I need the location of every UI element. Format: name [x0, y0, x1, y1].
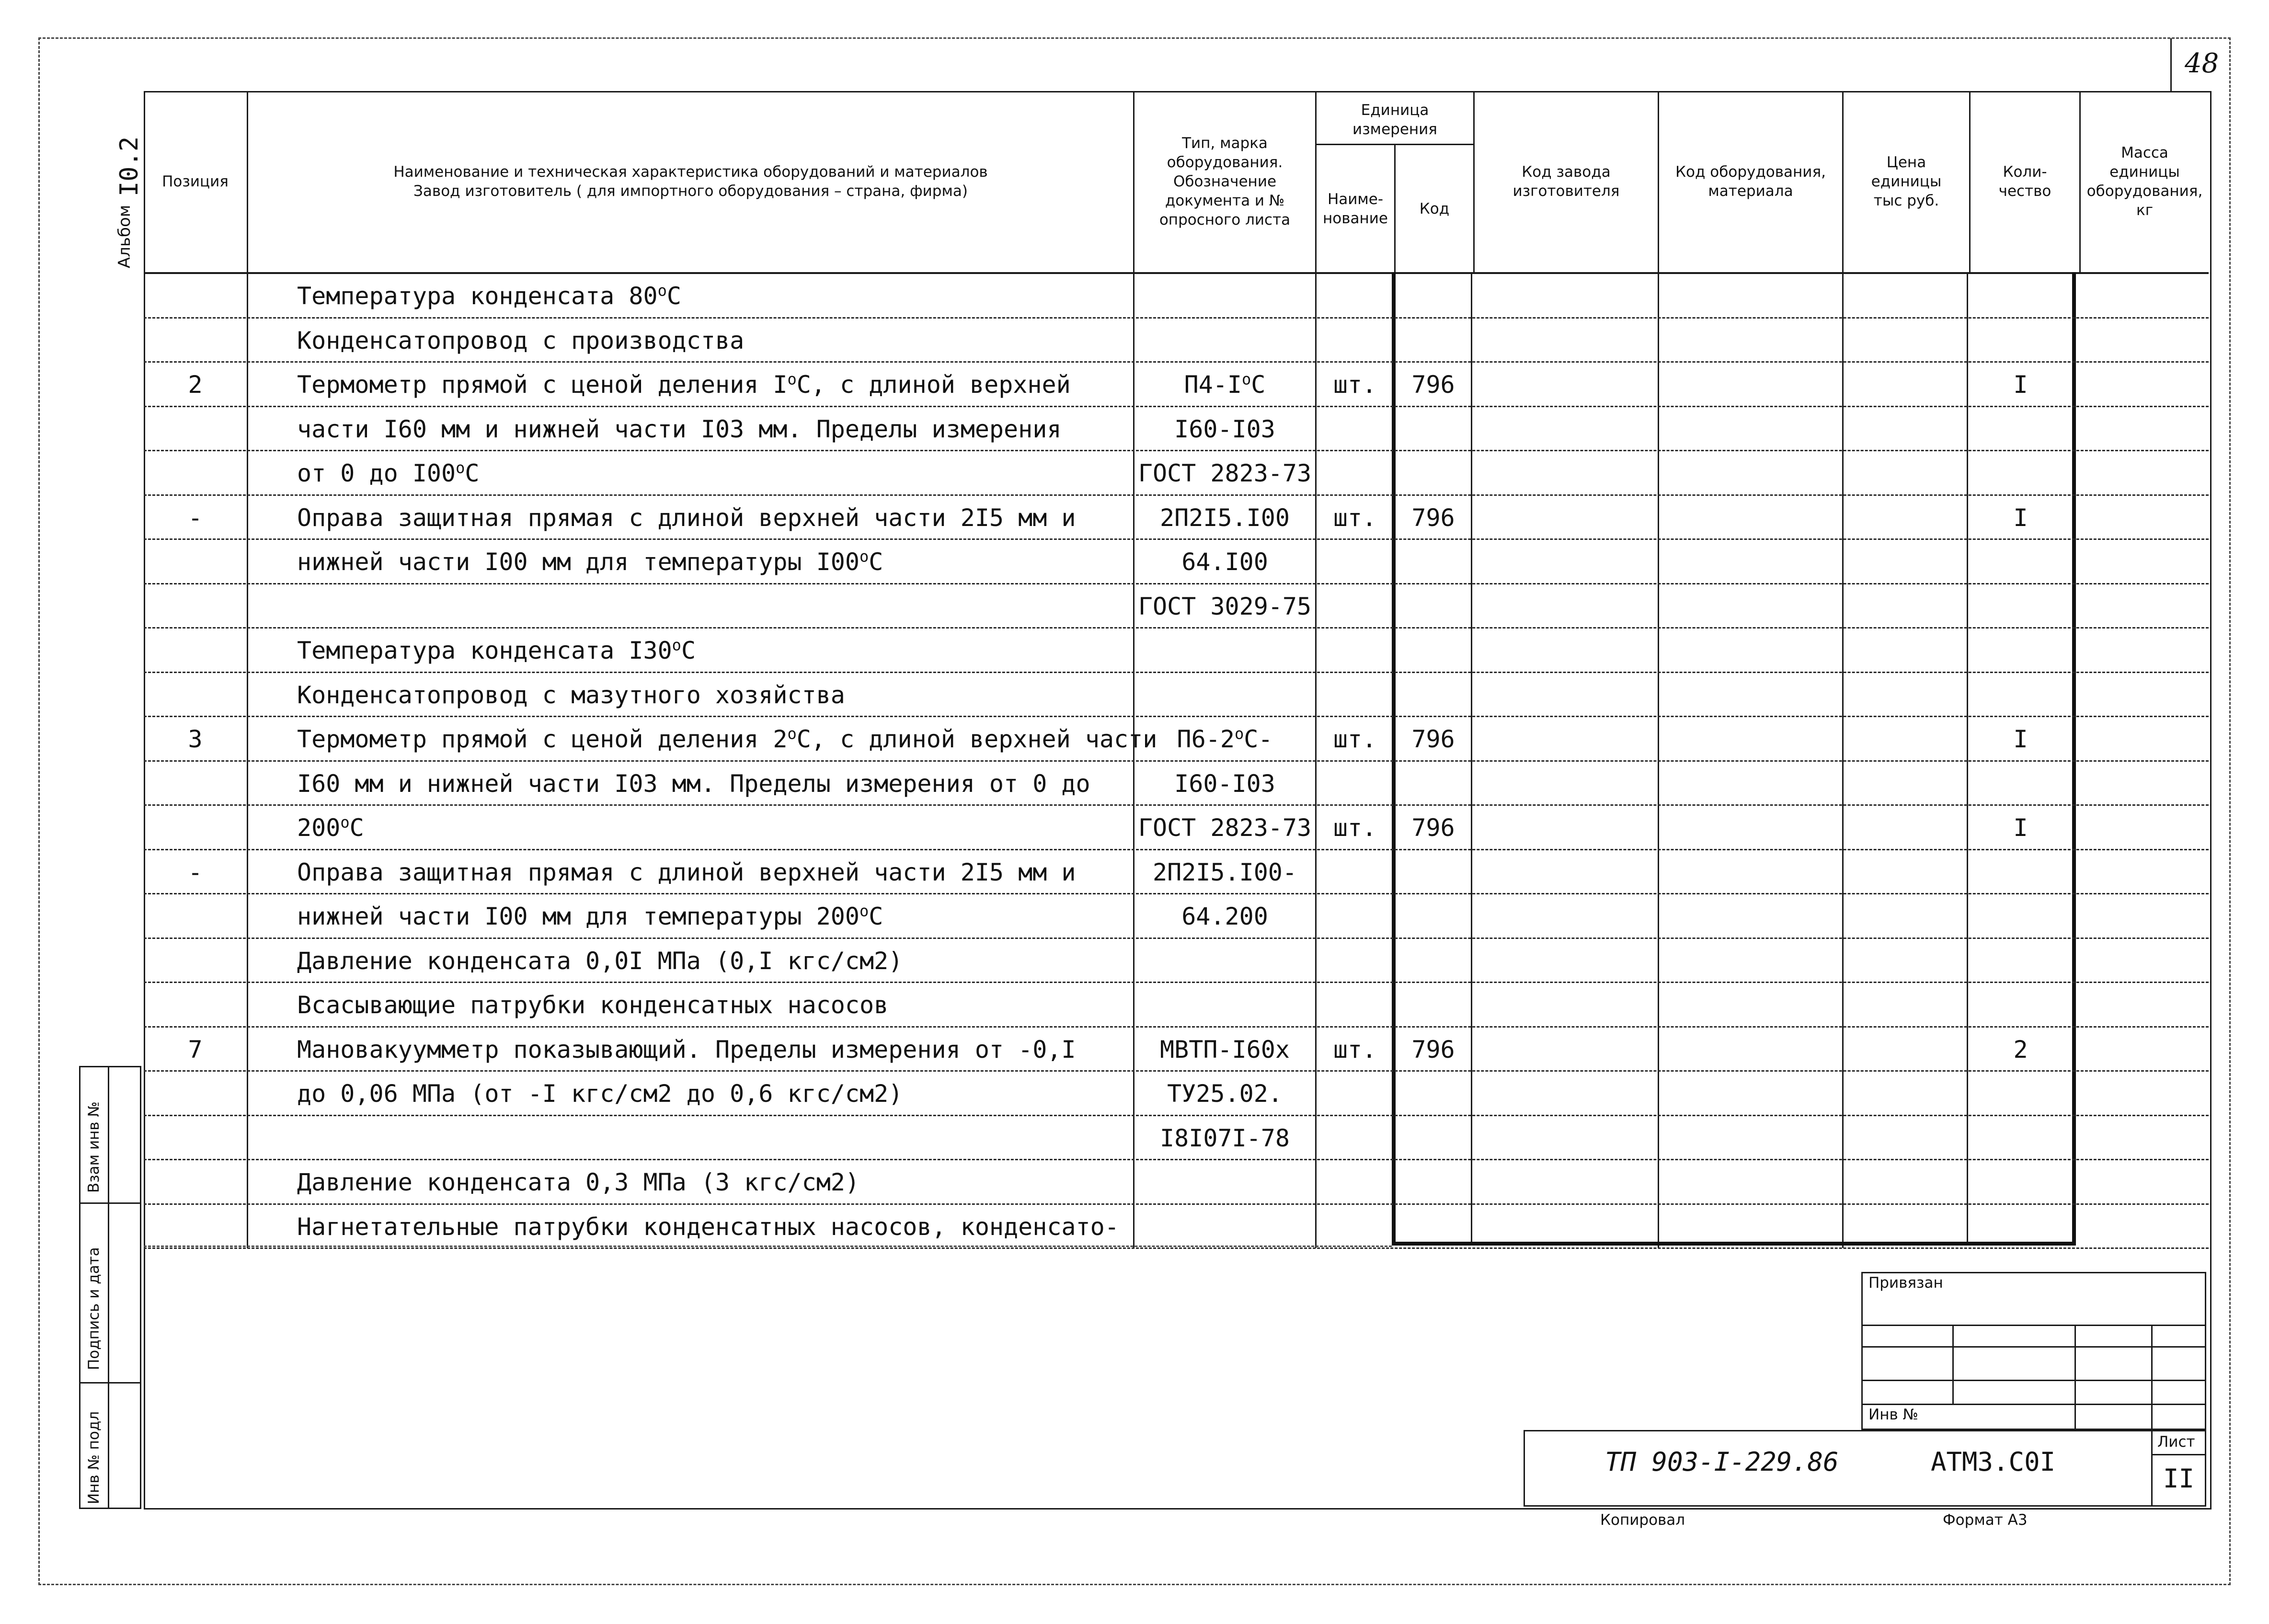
row-name: Конденсатопровод с производства [297, 326, 745, 355]
row-name: Оправа защитная прямая с длиной верхней части 2I5 мм и [297, 503, 1076, 532]
bold-box-bottom [1392, 1242, 2076, 1246]
header-mass-line: Масса [2121, 144, 2168, 161]
bold-col [1392, 272, 1396, 1246]
row-divider [144, 583, 2209, 584]
row-name: от 0 до $I00^оС$ [297, 458, 480, 487]
row-code: 796 [1411, 503, 1455, 532]
row-position: 3 [188, 725, 203, 753]
row-qty: 2 [2013, 1035, 2028, 1064]
row-type: 64.200 [1181, 903, 1268, 930]
format-label: Формат А3 [1943, 1511, 2028, 1529]
header-mass [2081, 91, 2209, 272]
row-divider [144, 1203, 2209, 1205]
header-mass-line: оборудования, [2086, 183, 2203, 200]
privyazan-grid [1861, 1404, 2206, 1405]
row-type: ТУ25.02. [1167, 1080, 1283, 1108]
header-unit-name-line: нование [1323, 209, 1388, 227]
row-name: Температура конденсата $I30^оС$ [297, 636, 696, 664]
row-code: 796 [1411, 1035, 1455, 1064]
row-divider [144, 1247, 2209, 1249]
row-name: Давление конденсата 0,3 МПа (3 кгс/см2) [297, 1168, 859, 1196]
row-unit: шт. [1333, 725, 1377, 753]
stamp-inv-podl: Инв № подл [85, 1411, 103, 1504]
row-name: нижней части I00 мм для температуры $200^оС$ [297, 902, 883, 930]
header-unit [1317, 96, 1473, 144]
table-bottom-fade [144, 1246, 1392, 1247]
sheet-value: II [2163, 1464, 2195, 1494]
side-stamp-divider [79, 1202, 141, 1204]
row-divider [144, 317, 2209, 319]
header-name-line2: Завод изготовитель ( для импортного оборудования – страна, фирма) [413, 183, 968, 200]
header-price-line: Цена [1886, 154, 1926, 171]
sheet-box-divider [2151, 1454, 2206, 1455]
album-code-text: I0.2 [115, 136, 144, 196]
header-equip-code-line: Код оборудования, [1675, 163, 1826, 181]
row-name: Всасывающие патрубки конденсатных насосов [297, 991, 889, 1019]
header-price-line: единицы [1871, 173, 1942, 190]
header-name-line1: Наименование и техническая характеристика оборудований и материалов [393, 163, 988, 181]
row-name: нижней части I00 мм для температуры $I00^оС$ [297, 547, 883, 576]
header-type-line: Тип, марка [1182, 135, 1268, 152]
row-type: ГОСТ 3029-75 [1138, 592, 1312, 620]
header-price [1844, 91, 1969, 272]
row-qty: I [2013, 503, 2028, 532]
header-plant-code-line: изготовителя [1513, 183, 1620, 200]
sheet-box-divider [2151, 1430, 2153, 1507]
row-divider [144, 849, 2209, 850]
privyazan-grid [1952, 1325, 1954, 1404]
header-equip-code [1659, 91, 1842, 272]
row-divider [144, 627, 2209, 629]
privyazan-grid [2151, 1325, 2153, 1430]
row-qty: I [2013, 371, 2028, 399]
row-name: Мановакуумметр показывающий. Пределы измерения от -0,I [297, 1035, 1076, 1064]
row-divider [144, 982, 2209, 983]
copied-label: Копировал [1600, 1511, 1685, 1529]
header-qty-line: Коли- [2003, 163, 2047, 181]
row-divider [144, 893, 2209, 894]
row-position: 7 [188, 1035, 203, 1064]
row-type: $П4-I^оС$ [1184, 370, 1266, 399]
header-mass-line: единицы [2109, 163, 2180, 181]
row-unit: шт. [1333, 814, 1377, 842]
row-type: I8I07I-78 [1160, 1124, 1290, 1152]
row-code: 796 [1411, 371, 1455, 399]
col-line [1471, 272, 1472, 1246]
doc-number: ТП 903-I-229.86 [1605, 1447, 1839, 1477]
album-code [115, 137, 144, 196]
header-unit-line: измерения [1352, 121, 1437, 138]
row-name: Оправа защитная прямая с длиной верхней части 2I5 мм и [297, 858, 1076, 886]
privyazan-grid [1861, 1325, 2206, 1326]
header-unit-name [1317, 145, 1394, 272]
header-price-line: тыс руб. [1873, 192, 1939, 209]
row-divider [144, 406, 2209, 407]
row-divider [144, 938, 2209, 939]
header-position: Позиция [162, 173, 229, 190]
row-divider [144, 760, 2209, 762]
row-name: части I60 мм и нижней части I03 мм. Пределы измерения [297, 415, 1062, 443]
stamp-vzam: Взам инв № [85, 1101, 103, 1193]
header-bottom-line [144, 272, 2209, 274]
header-unit-line: Единица [1361, 102, 1429, 119]
row-name: Термометр прямой с ценой деления $2^оС$, с длиной верхней части [297, 724, 1157, 753]
row-name: до 0,06 МПа (от -I кгс/см2 до 0,6 кгс/см2) [297, 1080, 903, 1108]
privyazan-grid [1861, 1346, 2206, 1348]
row-type: МВТП-I60х [1160, 1035, 1290, 1064]
header-plant-code-line: Код завода [1522, 163, 1611, 181]
row-type: I60-I03 [1174, 769, 1275, 798]
inv-no-label: Инв № [1868, 1406, 1918, 1423]
row-name: Конденсатопровод с мазутного хозяйства [297, 681, 845, 709]
privyazan-grid [2074, 1325, 2076, 1430]
row-divider [144, 494, 2209, 496]
row-divider [144, 1070, 2209, 1072]
row-divider [144, 450, 2209, 451]
row-code: 796 [1411, 725, 1455, 753]
header-type-line: документа и № [1165, 192, 1285, 209]
row-name: I60 мм и нижней части I03 мм. Пределы измерения от 0 до [297, 769, 1090, 798]
row-name: Температура конденсата $80^оС$ [297, 281, 681, 310]
row-type: 2П2I5.I00- [1152, 858, 1297, 886]
row-position: - [188, 503, 203, 532]
row-divider [144, 1159, 2209, 1160]
row-divider [144, 804, 2209, 806]
row-type: ГОСТ 2823-73 [1138, 459, 1312, 487]
row-type: I60-I03 [1174, 415, 1275, 443]
header-qty-line: чество [1998, 183, 2051, 200]
doc-code: АТМ3.С0I [1931, 1447, 2056, 1477]
row-name: Нагнетательные патрубки конденсатных насосов, конденсато- [297, 1212, 1119, 1241]
header-type-line: Обозначение [1173, 173, 1277, 190]
header-unit-code: Код [1419, 200, 1450, 217]
row-position: 2 [188, 371, 203, 399]
header-type-line: опросного листа [1159, 211, 1291, 229]
row-qty: I [2013, 725, 2028, 753]
row-position: - [188, 858, 203, 886]
header-mass-line: кг [2136, 202, 2153, 219]
header-unit-name-line: Наиме- [1327, 190, 1384, 208]
album-text: Альбом [115, 205, 134, 268]
row-divider [144, 538, 2209, 540]
col-line [1967, 272, 1968, 1246]
row-code: 796 [1411, 814, 1455, 842]
side-stamp-divider [108, 1066, 109, 1509]
row-divider [144, 1026, 2209, 1028]
row-divider [144, 716, 2209, 717]
row-name: Термометр прямой с ценой деления $I^оС$, с длиной верхней [297, 370, 1071, 399]
header-type-line: оборудования. [1167, 154, 1283, 171]
row-type: $П6-2^оС-$ [1177, 724, 1273, 753]
page-number: 48 [2185, 48, 2219, 79]
row-qty: I [2013, 814, 2028, 842]
side-stamp-divider [79, 1382, 141, 1384]
privyazan-grid [1861, 1380, 2206, 1381]
row-name: Давление конденсата 0,0I МПа (0,I кгс/см2) [297, 947, 903, 975]
row-unit: шт. [1333, 371, 1377, 399]
album-label [115, 205, 134, 268]
header-type [1134, 91, 1315, 272]
page-number-box [2170, 38, 2172, 91]
row-divider [144, 361, 2209, 363]
header-name [248, 91, 1133, 272]
privyazan-label: Привязан [1868, 1274, 1943, 1292]
row-name: $200^оС$ [297, 813, 364, 842]
row-unit: шт. [1333, 503, 1377, 532]
row-divider [144, 1115, 2209, 1116]
row-type: 2П2I5.I00 [1160, 503, 1290, 532]
row-type: 64.I00 [1181, 548, 1268, 576]
row-unit: шт. [1333, 1035, 1377, 1064]
header-equip-code-line: материала [1708, 183, 1793, 200]
row-divider [144, 672, 2209, 673]
row-type: ГОСТ 2823-73 [1138, 814, 1312, 842]
sheet-label: Лист [2157, 1433, 2195, 1451]
header-plant-code [1475, 91, 1658, 272]
header-qty [1971, 91, 2079, 272]
bold-col [2072, 272, 2076, 1246]
stamp-podpis: Подпись и дата [85, 1247, 103, 1370]
